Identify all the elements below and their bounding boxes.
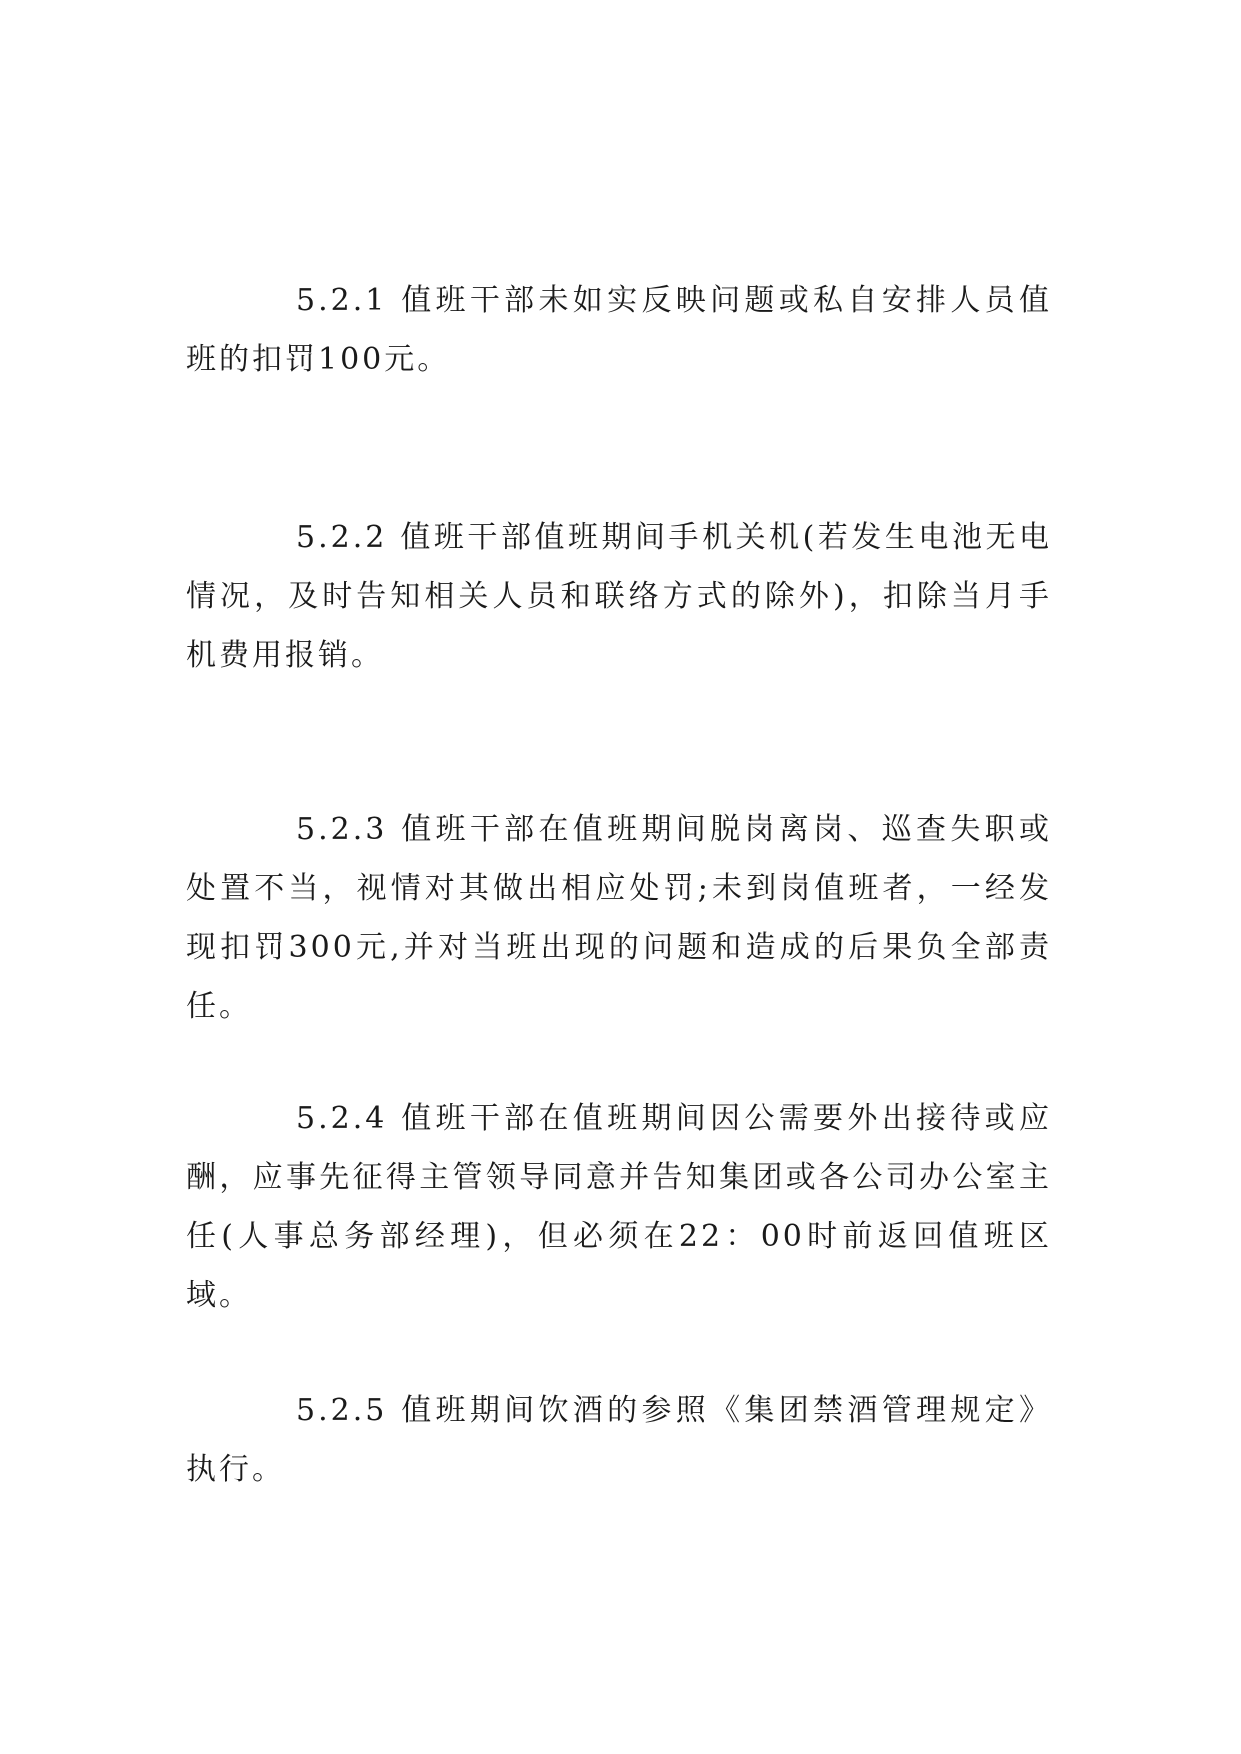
clause-5-2-4: 5.2.4 值班干部在值班期间因公需要外出接待或应酬，应事先征得主管领导同意并告知集团或各公司办公室主任(人事总务部经理)，但必须在22：00时前返回值班区域。 (186, 1101, 1052, 1313)
clause-5-2-1: 5.2.1 值班干部未如实反映问题或私自安排人员值班的扣罚100元。 (186, 283, 1052, 377)
clause-5-2-5: 5.2.5 值班期间饮酒的参照《集团禁酒管理规定》执行。 (186, 1393, 1052, 1487)
clause-5-2-3: 5.2.3 值班干部在值班期间脱岗离岗、巡查失职或处置不当，视情对其做出相应处罚;未到岗值班者，一经发现扣罚300元,并对当班出现的问题和造成的后果负全部责任。 (186, 812, 1052, 1024)
clause-5-2-2: 5.2.2 值班干部值班期间手机关机(若发生电池无电情况，及时告知相关人员和联络方式的除外)，扣除当月手机费用报销。 (186, 520, 1052, 673)
